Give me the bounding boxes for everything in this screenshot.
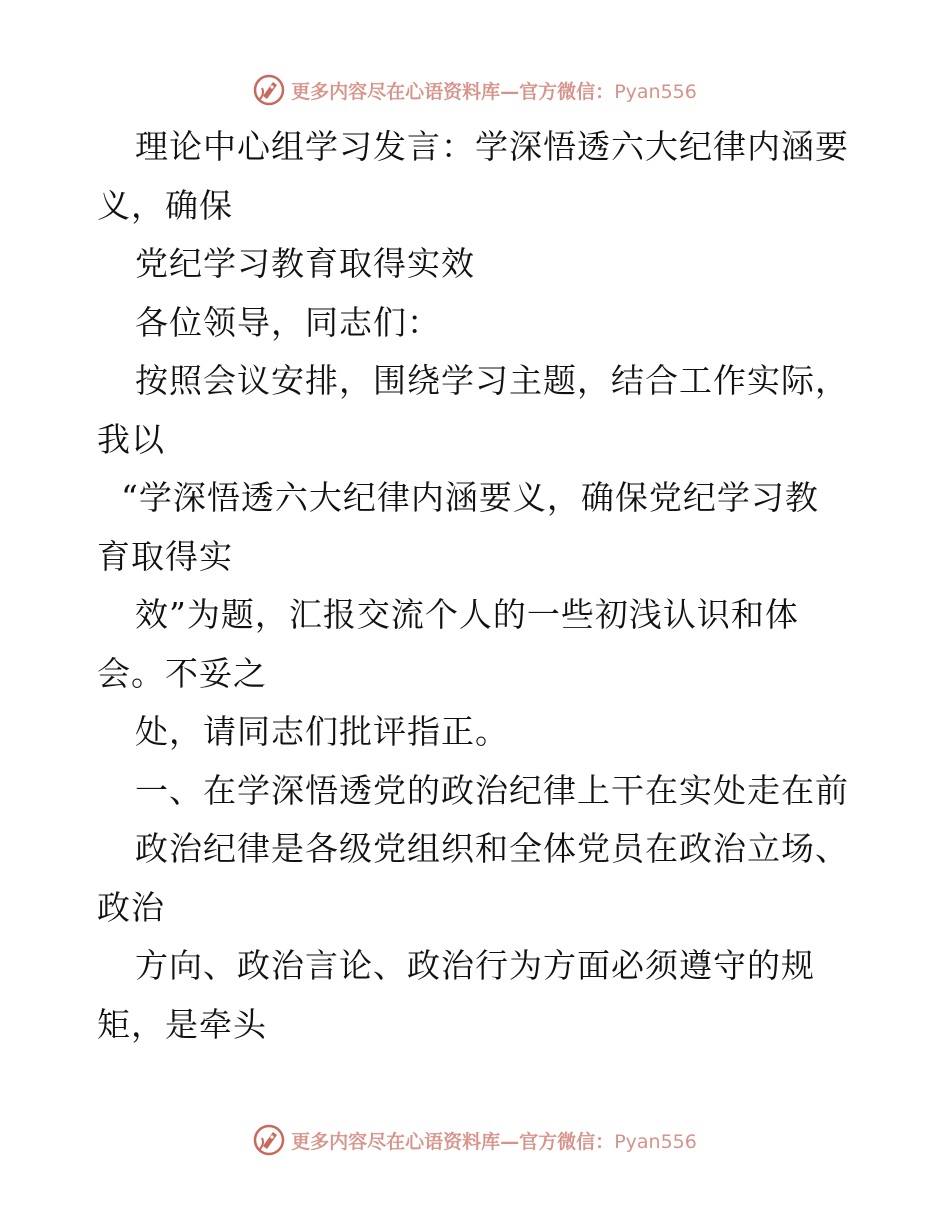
text-line: 会。不妥之 xyxy=(97,653,267,693)
text-line: 育取得实 xyxy=(97,536,233,576)
text-line: 理论中心组学习发言：学深悟透六大纪律内涵要 xyxy=(135,127,849,166)
pen-nib-seal-icon xyxy=(253,1124,285,1156)
header-watermark xyxy=(0,70,950,110)
document-body xyxy=(97,118,857,1054)
text-line: “学深悟透六大纪律内涵要义，确保党纪学习教 xyxy=(121,478,819,517)
text-line: 义，确保 xyxy=(97,185,233,225)
section-heading: 一、在学深悟透党的政治纪律上干在实处走在前 xyxy=(135,770,849,810)
pen-nib-seal-icon xyxy=(253,74,285,106)
text-line: 按照会议安排，围绕学习主题，结合工作实际， xyxy=(135,361,849,400)
text-line: 效”为题，汇报交流个人的一些初浅认识和体 xyxy=(135,595,799,634)
watermark-text: 更多内容尽在心语资料库—官方微信：Pyan556 xyxy=(291,80,697,103)
text-line: 处，请同志们批评指正。 xyxy=(135,712,509,751)
text-line: 政治 xyxy=(97,887,165,927)
text-line: 各位领导，同志们： xyxy=(135,302,441,342)
text-line: 方向、政治言论、政治行为方面必须遵守的规 xyxy=(135,946,815,985)
text-line: 矩，是牵头 xyxy=(97,1004,267,1044)
text-line: 我以 xyxy=(97,419,165,459)
text-line: 党纪学习教育取得实效 xyxy=(135,244,475,283)
text-line: 政治纪律是各级党组织和全体党员在政治立场、 xyxy=(135,829,849,868)
footer-watermark xyxy=(0,1120,950,1160)
watermark-text: 更多内容尽在心语资料库—官方微信：Pyan556 xyxy=(291,1130,697,1153)
